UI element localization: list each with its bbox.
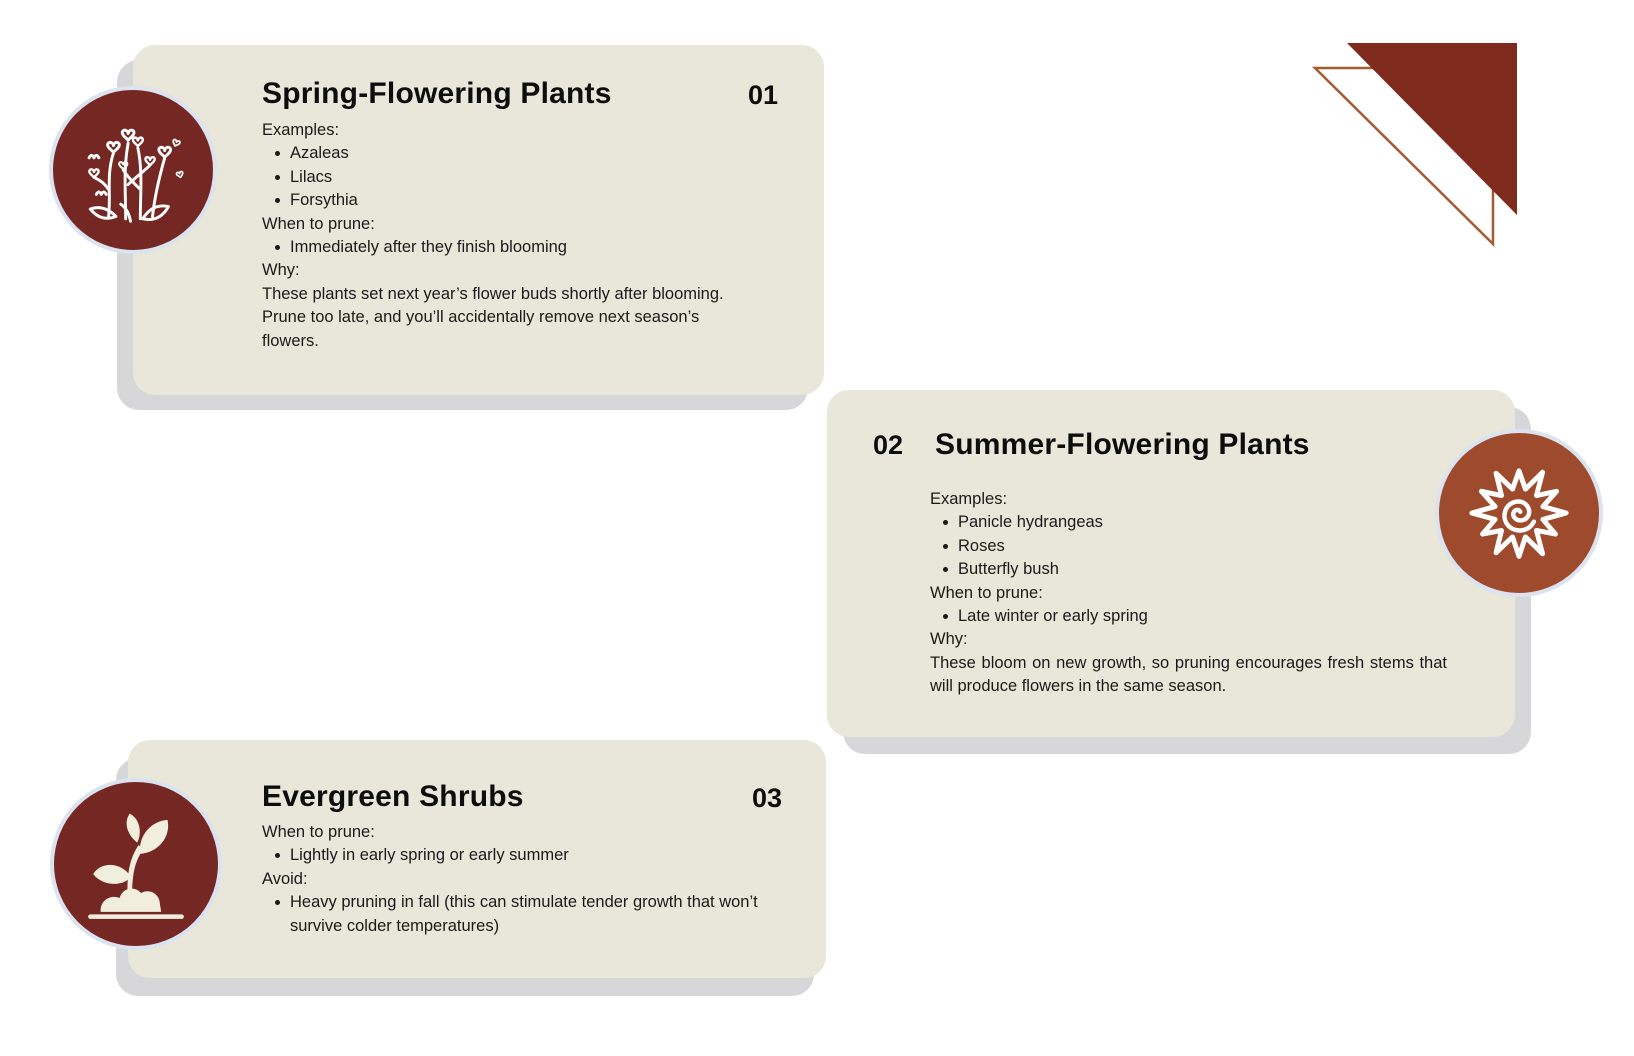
bullet-dot: [275, 853, 280, 858]
bullet-dot: [275, 151, 280, 156]
bullet-dot: [275, 175, 280, 180]
bullet-item: [930, 511, 1447, 534]
solid-triangle: [1347, 43, 1517, 215]
bullet-item: [930, 535, 1447, 558]
body-label: When to prune:: [930, 583, 1043, 602]
body-label: Examples:: [262, 121, 340, 139]
bullet-dot: [943, 614, 948, 619]
bullet-text: Late winter or early spring: [958, 607, 1148, 626]
wildflowers-icon-circle: [49, 86, 217, 254]
bullet-dot: [275, 198, 280, 203]
bullet-item: [930, 558, 1447, 581]
seedling-icon: [73, 801, 199, 927]
spring-card-title: Spring-Flowering Plants: [262, 77, 612, 110]
sun-doodle-icon-circle: [1435, 429, 1603, 597]
bullet-item: [262, 236, 784, 259]
bullet-text: Roses: [958, 536, 1005, 555]
bullet-item: [930, 605, 1447, 628]
bullet-text: Panicle hydrangeas: [958, 513, 1103, 532]
spring-card-number: 01: [747, 80, 778, 110]
evergreen-card-body: [262, 821, 767, 938]
body-label: When to prune:: [262, 214, 375, 233]
bullet-text: Lightly in early spring or early summer: [290, 846, 569, 865]
bullet-text: Heavy pruning in fall (this can stimulate tender growth that won’t survive colder temperatures): [290, 893, 758, 935]
evergreen-card-number: 03: [751, 783, 782, 813]
bullet-dot: [275, 245, 280, 250]
bullet-item: [262, 166, 784, 189]
body-label: Why:: [262, 261, 300, 280]
corner-triangles-decoration: [1305, 35, 1535, 255]
spring-card: [133, 45, 824, 395]
bullet-item: [262, 891, 767, 938]
body-label: Why:: [930, 630, 968, 649]
bullet-dot: [943, 544, 948, 549]
bullet-item: [262, 142, 784, 165]
bullet-dot: [943, 520, 948, 525]
bullet-item: [262, 189, 784, 212]
bullet-text: Azaleas: [290, 144, 349, 163]
body-label: Examples:: [930, 490, 1008, 508]
body-label: When to prune:: [262, 823, 375, 841]
body-paragraph: These plants set next year’s flower buds shortly after blooming. Prune too late, and you’ll accidentally remove next season’s flowers.: [262, 284, 724, 350]
evergreen-card: [128, 740, 826, 978]
bullet-text: Forsythia: [290, 191, 358, 210]
bullet-item: [262, 844, 767, 867]
bullet-text: Immediately after they finish blooming: [290, 238, 567, 257]
bullet-dot: [943, 567, 948, 572]
summer-card-body: [930, 488, 1447, 699]
summer-card-number: 02: [873, 430, 904, 460]
bullet-dot: [275, 900, 280, 905]
body-paragraph: These bloom on new growth, so pruning encourages fresh stems that will produce flowers in the same season.: [930, 653, 1447, 696]
seedling-icon-circle: [50, 778, 222, 950]
summer-card-title: Summer-Flowering Plants: [935, 428, 1310, 461]
bullet-text: Lilacs: [290, 167, 333, 186]
evergreen-card-title: Evergreen Shrubs: [262, 780, 524, 813]
summer-card: [827, 390, 1515, 737]
bullet-text: Butterfly bush: [958, 560, 1059, 579]
body-label: Avoid:: [262, 869, 308, 888]
wildflowers-icon: [72, 109, 194, 231]
spring-card-body: [262, 119, 784, 353]
sun-doodle-icon: [1457, 451, 1581, 575]
